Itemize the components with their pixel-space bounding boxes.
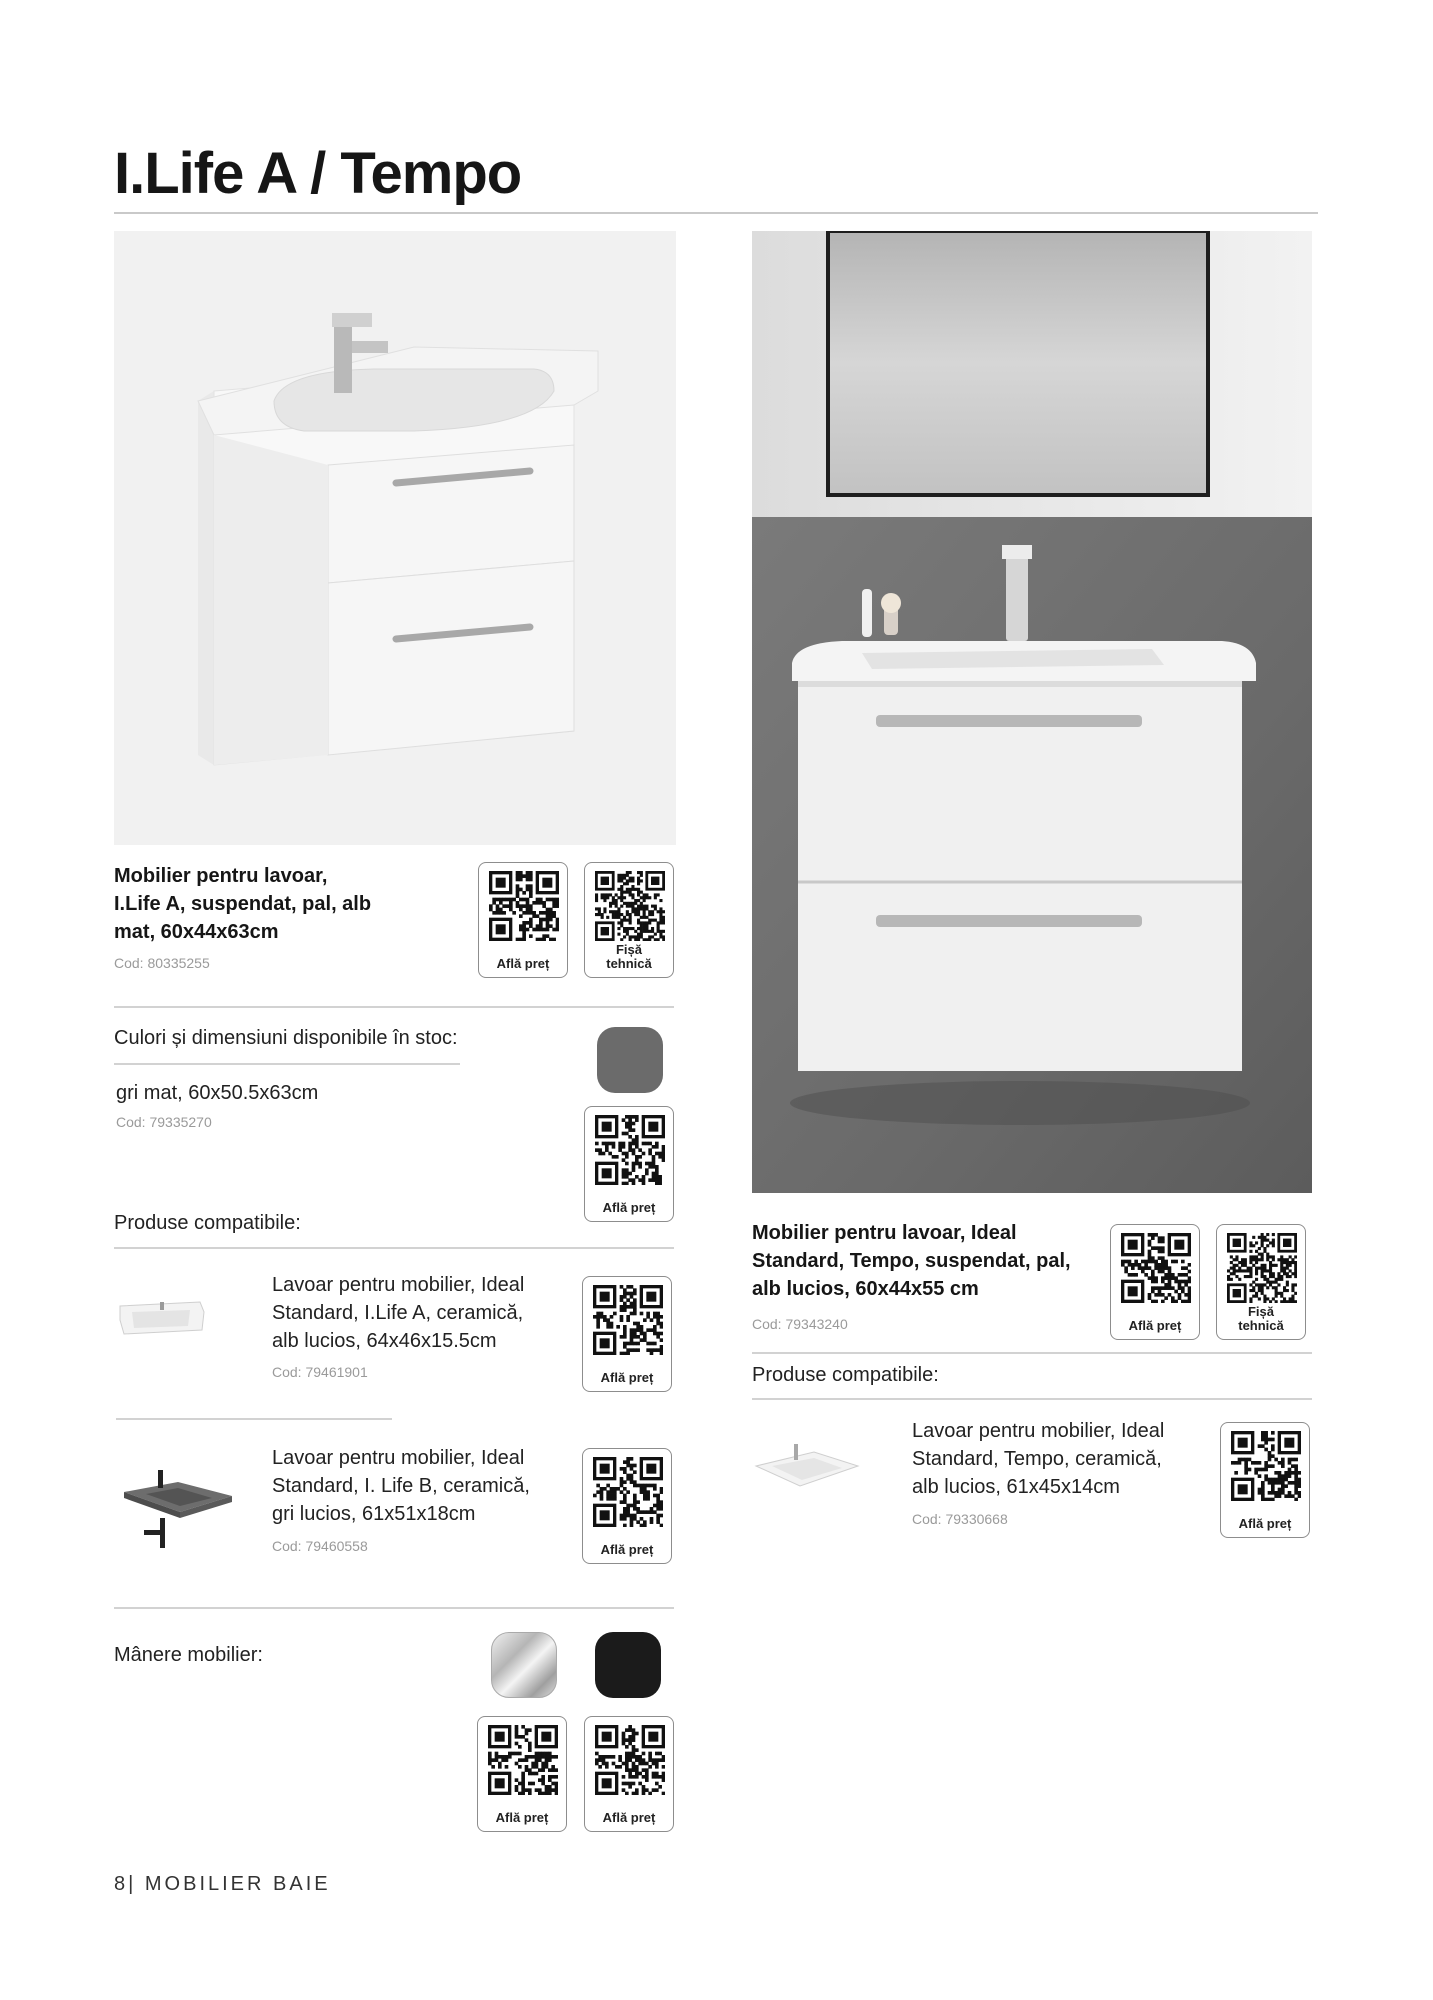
tempo-cabinet-image [752,231,1312,1193]
item-divider [116,1418,392,1420]
qr-label: Află preț [496,956,550,971]
compatible-item-price-qr[interactable] [582,1276,672,1392]
ilife-a-techsheet-qr[interactable] [584,862,674,978]
left-compatible-heading: Produse compatibile: [114,1212,301,1234]
compatible-item-price-qr[interactable] [582,1448,672,1564]
qr-label [1217,1305,1305,1333]
compatible-item-desc [912,1417,1164,1501]
product-title-line: Standard, Tempo, suspendat, pal, [752,1250,1071,1272]
page-title: I.Life A / Tempo [114,141,522,206]
compatible-item-code: Cod: 79460558 [272,1538,368,1554]
chrome-handle-swatch [491,1632,557,1698]
handles-heading: Mânere mobilier: [114,1644,263,1666]
section-divider [114,1607,674,1609]
desc-line: alb lucios, 61x45x14cm [912,1476,1120,1498]
desc-line: gri lucios, 61x51x18cm [272,1503,476,1525]
page-footer: 8| MOBILIER BAIE [114,1873,331,1895]
grey-matte-swatch [597,1027,663,1093]
qr-label-line: tehnică [1238,1318,1284,1333]
product-title-line: Mobilier pentru lavoar, [114,865,328,887]
qr-label-line: tehnică [606,956,652,971]
ilife-a-product-code: Cod: 80335255 [114,955,210,971]
qr-label: Află preț [602,1810,656,1825]
stock-heading: Culori și dimensiuni disponibile în stoc: [114,1027,458,1049]
desc-line: Standard, Tempo, ceramică, [912,1448,1162,1470]
ilife-a-product-title [114,862,371,946]
chrome-handle-price-qr[interactable] [477,1716,567,1832]
section-divider [752,1352,1312,1354]
tempo-techsheet-qr[interactable] [1216,1224,1306,1340]
qr-label: Află preț [1128,1318,1182,1333]
qr-label-line: Fișă [1247,1304,1274,1319]
black-handle-price-qr[interactable] [584,1716,674,1832]
black-handle-swatch [595,1632,661,1698]
compatible-item-price-qr[interactable] [1220,1422,1310,1538]
section-name: MOBILIER BAIE [144,1873,331,1895]
product-title-line: I.Life A, suspendat, pal, alb [114,893,372,915]
qr-label [585,943,673,971]
stock-divider [114,1063,460,1065]
qr-label: Află preț [1238,1516,1292,1531]
tempo-basin-thumbnail [752,1440,862,1500]
qr-label: Află preț [600,1370,654,1385]
desc-line: Standard, I.Life A, ceramică, [272,1302,524,1324]
ilife-b-basin-thumbnail [120,1468,234,1558]
ilife-a-cabinet-image [114,231,676,845]
compatible-item-desc [272,1444,530,1528]
tempo-product-title [752,1219,1071,1303]
qr-label-line: Fișă [615,942,642,957]
qr-label: Află preț [600,1542,654,1557]
ilife-a-basin-thumbnail [114,1290,210,1348]
desc-line: alb lucios, 64x46x15.5cm [272,1330,497,1352]
section-divider [114,1247,674,1249]
section-divider [752,1398,1312,1400]
qr-label: Află preț [602,1200,656,1215]
product-title-line: alb lucios, 60x44x55 cm [752,1278,979,1300]
page-number: 8 [114,1873,129,1895]
ilife-a-price-qr[interactable] [478,862,568,978]
product-title-line: Mobilier pentru lavoar, Ideal [752,1222,1017,1244]
compatible-item-code: Cod: 79461901 [272,1364,368,1380]
stock-variant-label: gri mat, 60x50.5x63cm [116,1082,319,1104]
stock-variant-code: Cod: 79335270 [116,1114,212,1130]
tempo-price-qr[interactable] [1110,1224,1200,1340]
tempo-product-code: Cod: 79343240 [752,1316,848,1332]
product-title-line: mat, 60x44x63cm [114,921,279,943]
qr-label: Află preț [495,1810,549,1825]
section-divider [114,1006,674,1008]
compatible-item-code: Cod: 79330668 [912,1511,1008,1527]
title-divider [114,212,1318,214]
stock-variant-price-qr[interactable] [584,1106,674,1222]
desc-line: Lavoar pentru mobilier, Ideal [912,1420,1165,1442]
desc-line: Lavoar pentru mobilier, Ideal [272,1274,525,1296]
compatible-item-desc [272,1271,524,1355]
desc-line: Lavoar pentru mobilier, Ideal [272,1447,525,1469]
desc-line: Standard, I. Life B, ceramică, [272,1475,530,1497]
right-compatible-heading: Produse compatibile: [752,1364,939,1386]
